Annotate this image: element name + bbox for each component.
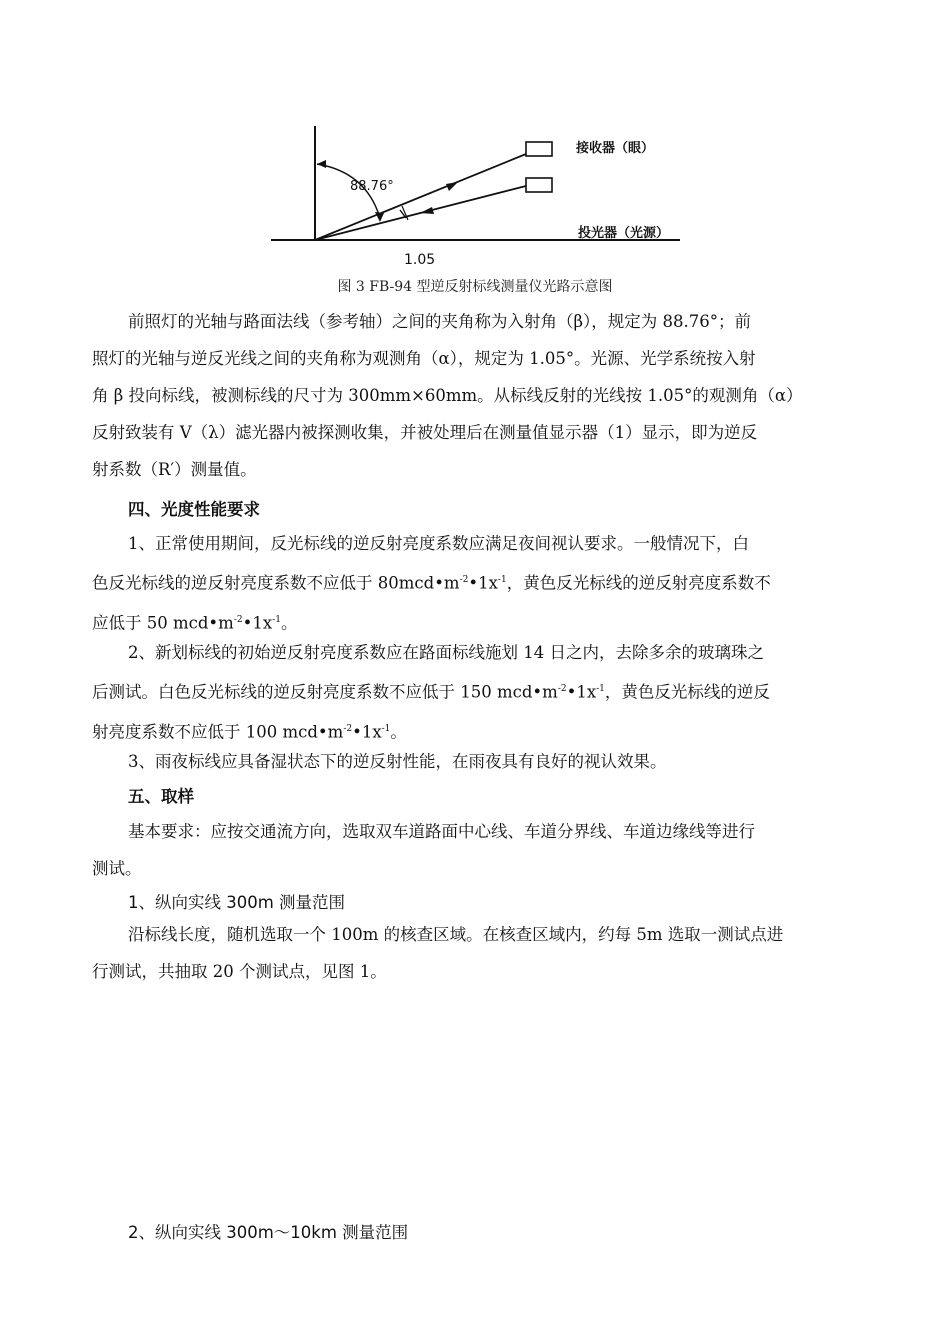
text-line: 3、雨夜标线应具备湿状态下的逆反射性能，在雨夜具有良好的视认效果。: [128, 752, 667, 771]
text-line: •1x: [242, 613, 273, 632]
text-line: 射亮度系数不应低于 100 mcd•m: [92, 722, 344, 741]
text-line: 2、新划标线的初始逆反射亮度系数应在路面标线施划 14 日之内，去除多余的玻璃珠之: [128, 643, 764, 662]
section-heading-4: 四、光度性能要求: [128, 500, 260, 519]
receiver-label: 接收器（眼）: [576, 141, 655, 156]
text-line: ，黄色反光标线的逆反: [604, 682, 770, 702]
text-line: 测试。: [92, 859, 142, 878]
arc-arrow-end: [375, 212, 384, 222]
paragraph-requirement-1: [92, 525, 860, 641]
superscript: -2: [343, 723, 353, 734]
text-line: 角 β 投向标线，被测标线的尺寸为 300mm×60mm。从标线反射的光线按 1.05°的观测角（α）: [92, 386, 803, 405]
superscript: -1: [497, 575, 507, 585]
paragraph-requirement-3: [92, 743, 860, 780]
text-line: 沿标线长度，随机选取一个 100m 的核查区域。在核查区域内，约每 5m 选取一测试点进: [128, 925, 784, 944]
text-line: 应低于 50 mcd•m: [92, 613, 234, 632]
ray-arrow-down: [420, 207, 434, 214]
projector-box: [526, 178, 552, 192]
text-line: 后测试。白色反光标线的逆反射亮度系数不应低于 150 mcd•m: [92, 682, 558, 702]
text-line: 。: [280, 613, 298, 632]
superscript: -1: [381, 723, 391, 734]
text-line: 行测试，共抽取 20 个测试点，见图 1。: [92, 962, 387, 981]
superscript: -2: [459, 575, 469, 585]
subheading-300m: 1、纵向实线 300m 测量范围: [128, 893, 346, 912]
optical-path-diagram: [268, 114, 688, 274]
projector-label: 投光器（光源）: [578, 226, 670, 241]
subheading-10km: 2、纵向实线 300m～10km 测量范围: [128, 1223, 409, 1242]
ray-to-receiver: [315, 154, 526, 240]
arc-arrow-start: [317, 160, 326, 168]
text-line: 基本要求：应按交通流方向，选取双车道路面中心线、车道分界线、车道边缘线等进行: [128, 822, 755, 841]
text-line: •1x: [468, 573, 498, 593]
paragraph-incidence-angle: [92, 303, 860, 488]
text-line: 射系数（R′）测量值。: [92, 460, 257, 479]
superscript: -2: [557, 684, 567, 694]
text-line: 反射致装有 V（λ）滤光器内被探测收集，并被处理后在测量值显示器（1）显示，即为逆反: [92, 423, 758, 442]
text-line: 照灯的光轴与逆反光线之间的夹角称为观测角（α），规定为 1.05°。光源、光学系统按入射: [92, 349, 756, 368]
section-heading-5: 五、取样: [128, 787, 194, 806]
superscript: -2: [233, 614, 243, 625]
text-line: 前照灯的光轴与路面法线（参考轴）之间的夹角称为入射角（β），规定为 88.76°；前: [128, 312, 752, 331]
receiver-box: [526, 142, 552, 156]
angle-label: 88.76°: [350, 179, 394, 194]
text-line: •1x: [352, 722, 382, 741]
text-line: 。: [390, 722, 407, 741]
observation-angle-label: 1.05: [404, 252, 436, 268]
text-line: 1、正常使用期间，反光标线的逆反射亮度系数应满足夜间视认要求。一般情况下，白: [128, 534, 749, 553]
figure-caption: 图 3 FB-94 型逆反射标线测量仪光路示意图: [337, 279, 613, 295]
text-line: 色反光标线的逆反射亮度系数不应低于 80mcd•m: [92, 573, 460, 593]
text-line: ，黄色反光标线的逆反射亮度系数不: [506, 573, 771, 593]
ray-arrow-up: [446, 182, 458, 191]
superscript: -1: [272, 614, 281, 625]
paragraph-sampling: [92, 916, 860, 990]
text-line: •1x: [566, 682, 597, 702]
superscript: -1: [596, 684, 605, 694]
paragraph-requirement-2: [92, 634, 860, 750]
paragraph-basic-requirement: [92, 813, 860, 887]
